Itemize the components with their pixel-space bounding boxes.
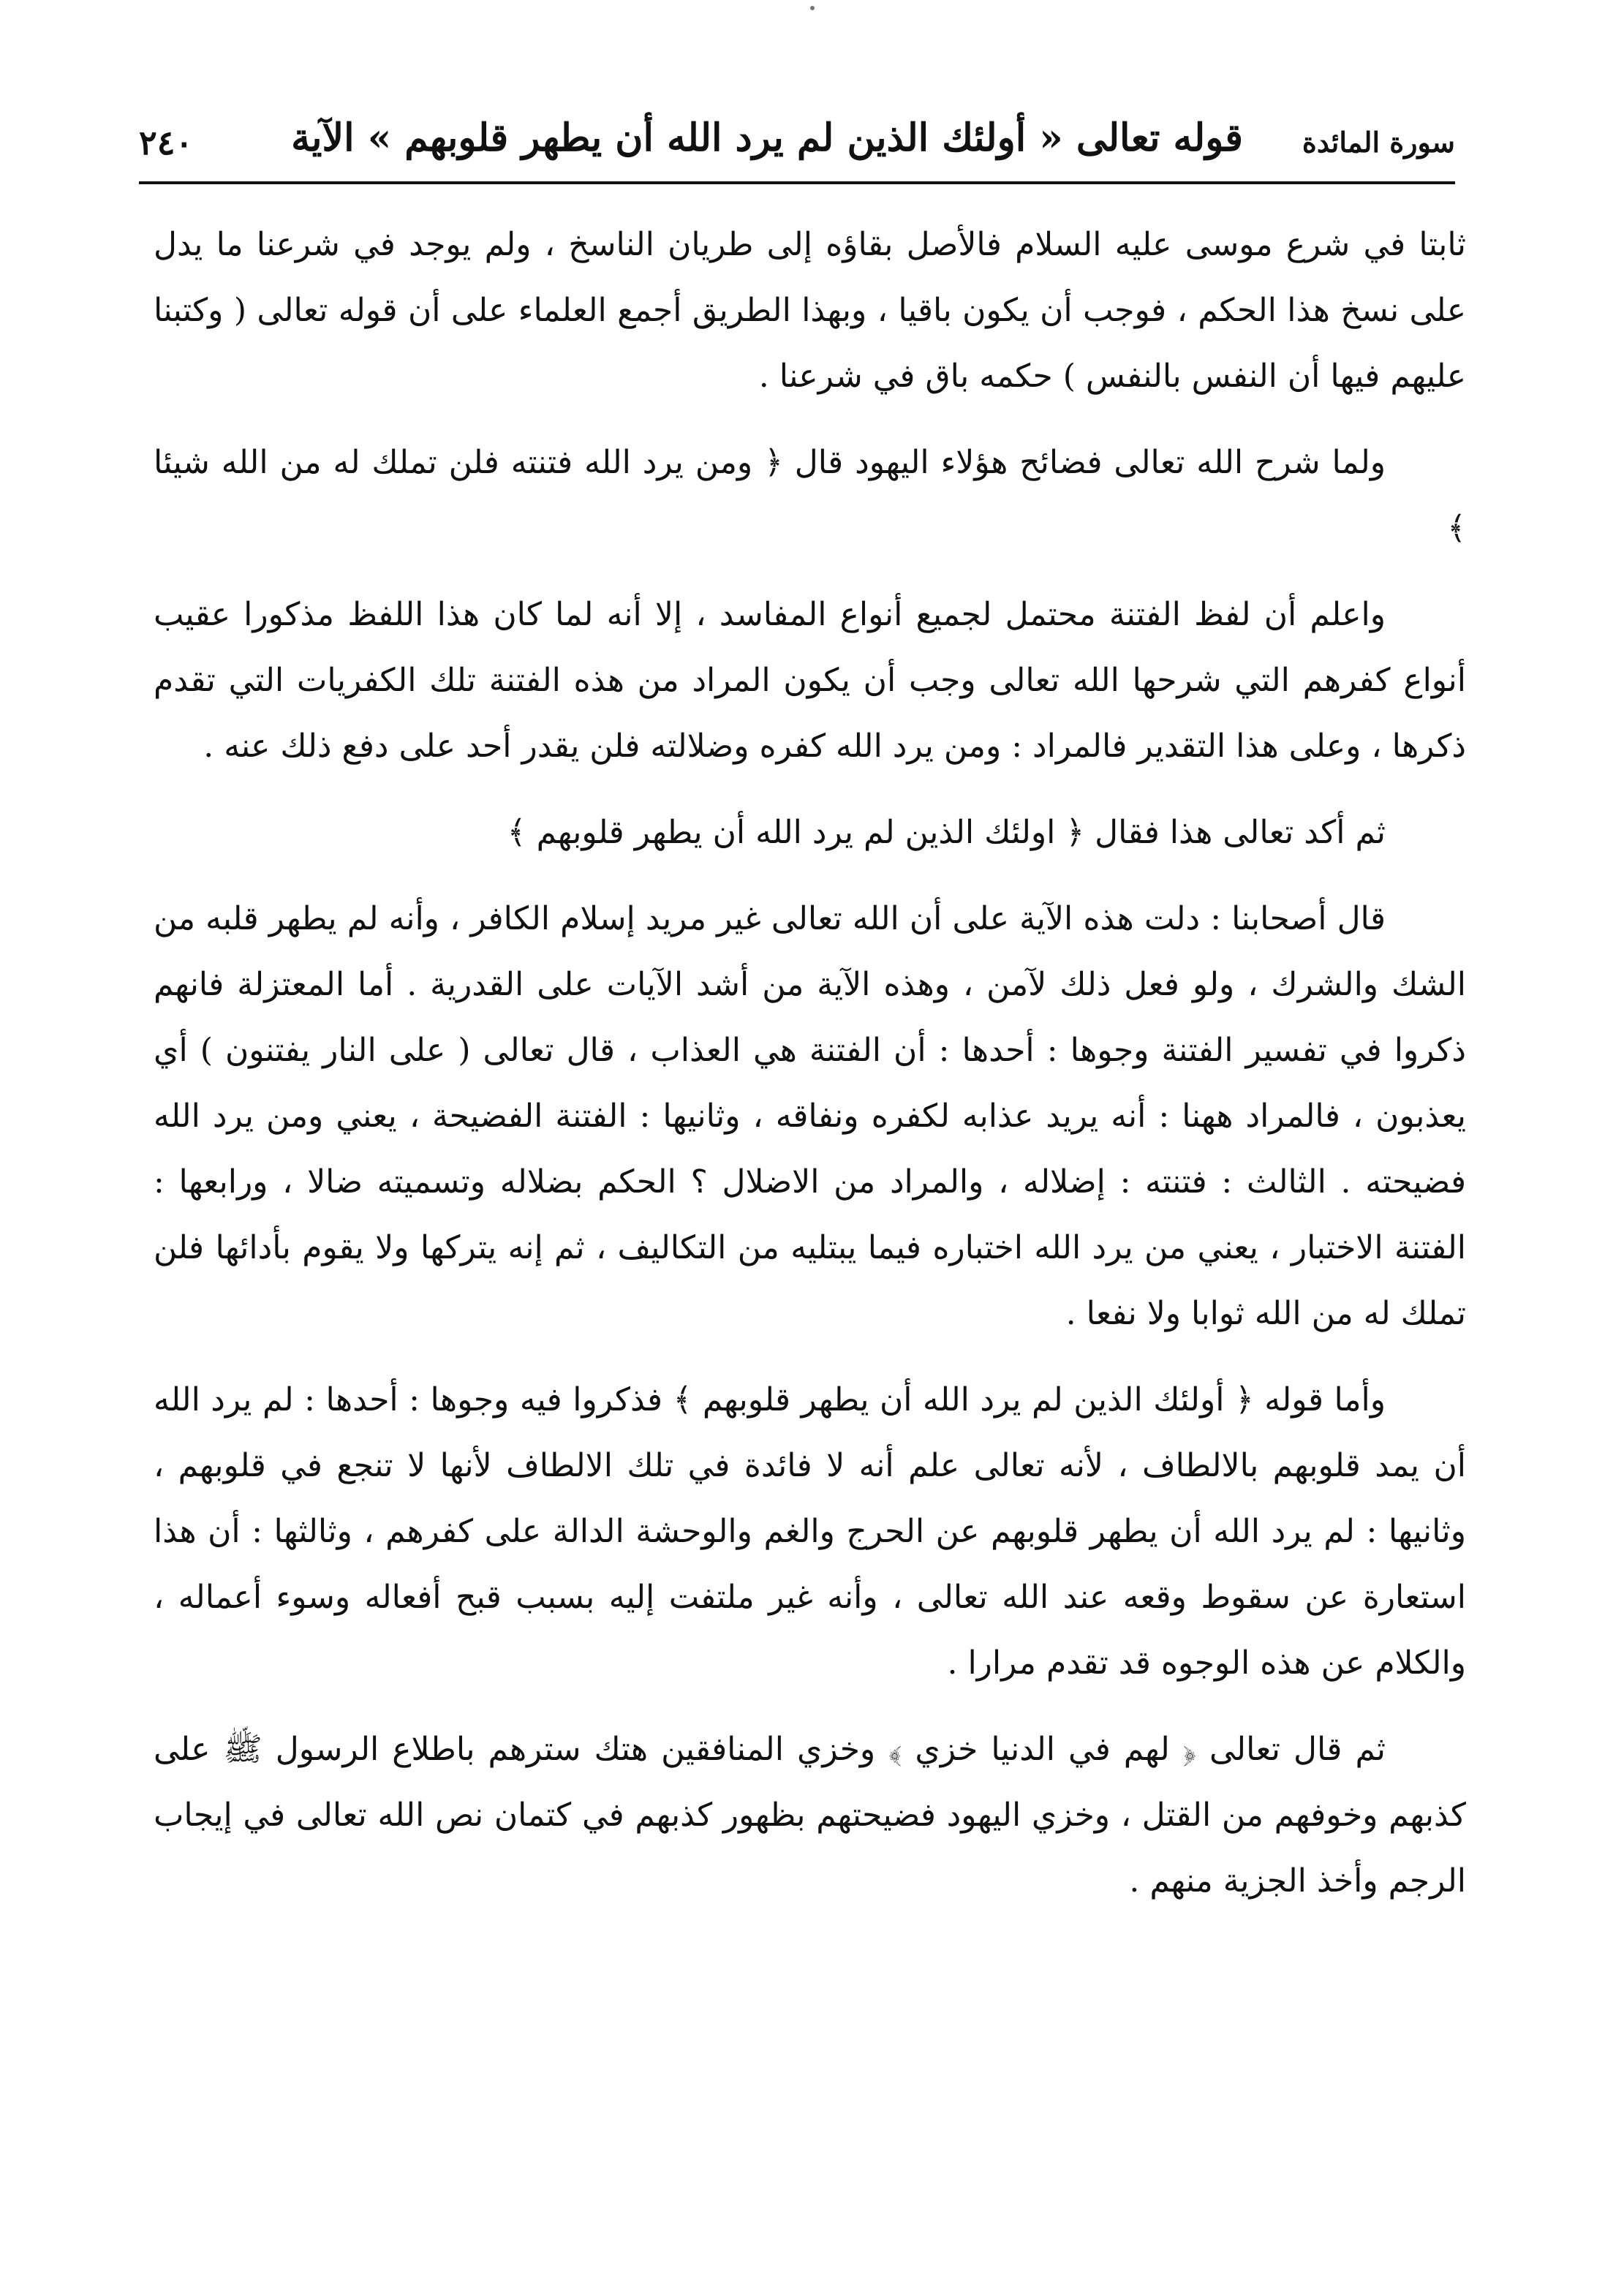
running-title: قوله تعالى « أولئك الذين لم يرد الله أن يطهر قلوبهم » الآية [291, 116, 1243, 160]
paragraph-2: ولما شرح الله تعالى فضائح هؤلاء اليهود قال ﴿ ومن يرد الله فتنته فلن تملك له من الله شيئا ﴾ [154, 444, 1466, 547]
paragraph-3: واعلم أن لفظ الفتنة محتمل لجميع أنواع المفاسد ، إلا أنه لما كان هذا اللفظ مذكورا عقيب أنواع كفرهم التي شرحها الله تعالى وجب أن يكون المراد من هذه الفتنة تلك الكفريات التي تقدم ذكرها ، وعلى هذا التقدير فالمراد : ومن يرد الله كفره وضلالته فلن يقدر أحد على دفع ذلك عنه . [154, 596, 1466, 765]
paragraph-5: قال أصحابنا : دلت هذه الآية على أن الله تعالى غير مريد إسلام الكافر ، وأنه لم يطهر قلبه من الشك والشرك ، ولو فعل ذلك لآمن ، وهذه الآية من أشد الآيات على القدرية . أما المعتزلة فانهم ذكروا في تفسير الفتنة وجوها : أحدها : أن الفتنة هي العذاب ، قال تعالى ( على النار يفتنون ) أي يعذبون ، فالمراد ههنا : أنه يريد عذابه لكفره ونفاقه ، وثانيها : الفتنة الفضيحة ، يعني ومن يرد الله فضيحته . الثالث : فتنته : إضلاله ، والمراد من الاضلال ؟ الحكم بضلاله وتسميته ضالا ، ورابعها : الفتنة الاختبار ، يعني من يرد الله اختباره فيما يبتليه من التكاليف ، ثم إنه يتركها ولا يقوم بأدائها فلن تملك له من الله ثوابا ولا نفعا . [154, 900, 1466, 1332]
page-number: ٢٤٠ [139, 123, 194, 162]
paragraph-6: وأما قوله ﴿ أولئك الذين لم يرد الله أن يطهر قلوبهم ﴾ فذكروا فيه وجوها : أحدها : لم يرد الله أن يمد قلوبهم بالالطاف ، لأنه تعالى علم أنه لا فائدة في تلك الالطاف لأنها لا تنجع في قلوبهم ، وثانيها : لم يرد الله أن يطهر قلوبهم عن الحرج والغم والوحشة الدالة على كفرهم ، وثالثها : أن هذا استعارة عن سقوط وقعه عند الله تعالى ، وأنه غير ملتفت إليه بسبب قبح أفعاله وسوء أعماله ، والكلام عن هذه الوجوه قد تقدم مرارا . [154, 1381, 1466, 1682]
paragraph-7: ثم قال تعالى ﴿ لهم في الدنيا خزي ﴾ وخزي المنافقين هتك سترهم باطلاع الرسول ﷺ على كذبهم وخوفهم من القتل ، وخزي اليهود فضيحتهم بظهور كذبهم في كتمان نص الله تعالى في إيجاب الرجم وأخذ الجزية منهم . [154, 1731, 1466, 1900]
page-header [139, 110, 1455, 175]
header-rule [139, 181, 1455, 184]
surah-name: سورة المائدة [1302, 126, 1455, 159]
scan-speck [810, 6, 815, 10]
body-text [154, 212, 1466, 1935]
paragraph-1: ثابتا في شرع موسى عليه السلام فالأصل بقاؤه إلى طريان الناسخ ، ولم يوجد في شرعنا ما يدل على نسخ هذا الحكم ، فوجب أن يكون باقيا ، وبهذا الطريق أجمع العلماء على أن قوله تعالى ( وكتبنا عليهم فيها أن النفس بالنفس ) حكمه باق في شرعنا . [154, 226, 1466, 395]
paragraph-4: ثم أكد تعالى هذا فقال ﴿ اولئك الذين لم يرد الله أن يطهر قلوبهم ﴾ [507, 814, 1386, 851]
